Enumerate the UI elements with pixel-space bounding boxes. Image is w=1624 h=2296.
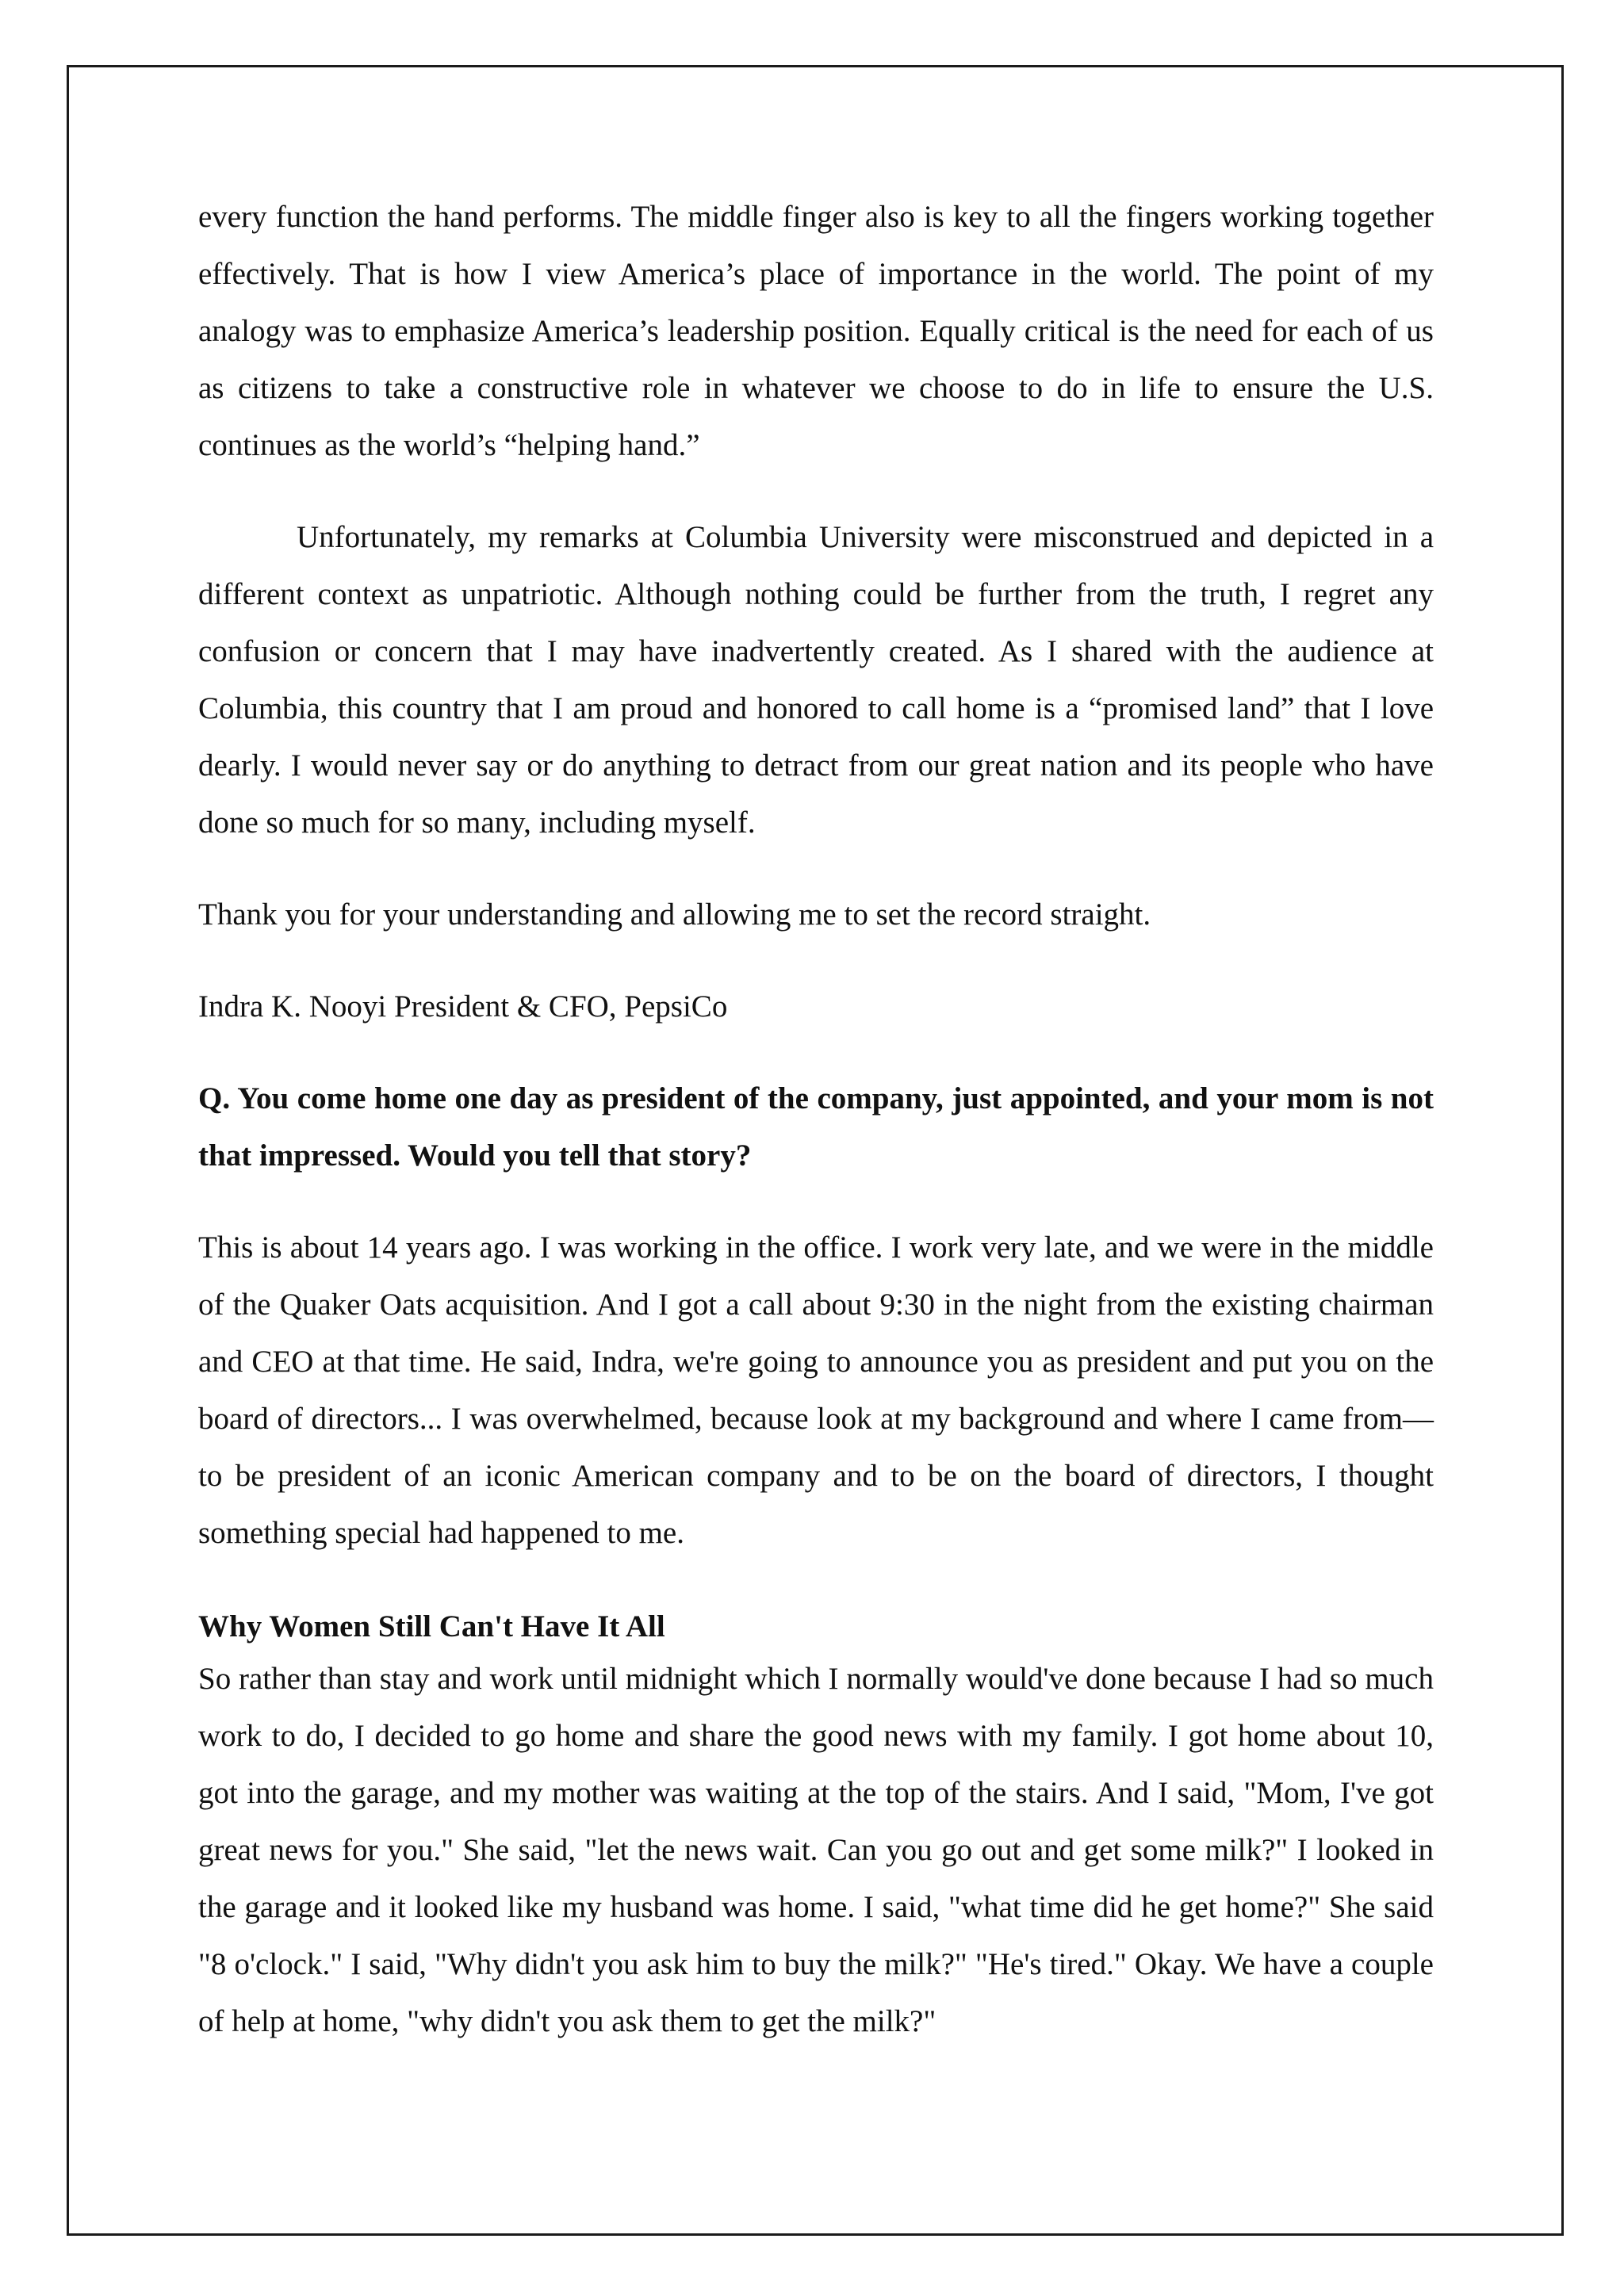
paragraph-milk-story: So rather than stay and work until midnight which I normally would've done because I had so much work to do, I decided to go home and share the good news with my family. I got home about 10, got into the garage, and my mother was waiting at the top of the stairs. And I said, "Mom, I've got great news for you." She said, "let the news wait. Can you go out and get some milk?" I looked in the garage and it looked like my husband was home. I said, "what time did he get home?" She said "8 o'clock." I said, "Why didn't you ask him to buy the milk?" "He's tired." Okay. We have a couple of help at home, "why didn't you ask them to get the milk?": [198, 1662, 1434, 2038]
document-body: [198, 189, 1434, 2050]
paragraph-columbia-remarks: Unfortunately, my remarks at Columbia University were misconstrued and depicted in a different context as unpatriotic. Although nothing could be further from the truth, I regret any confusion or concern that I may have inadvertently created. As I shared with the audience at Columbia, this country that I am proud and honored to call home is a “promised land” that I love dearly. I would never say or do anything to detract from our great nation and its people who have done so much for so many, including myself.: [198, 520, 1434, 840]
paragraph-helping-hand: every function the hand performs. The middle finger also is key to all the fingers working together effectively. That is how I view America’s place of importance in the world. The point of my analogy was to emphasize America’s leadership position. Equally critical is the need for each of us as citizens to take a constructive role in whatever we choose to do in life to ensure the U.S. continues as the world’s “helping hand.”: [198, 200, 1434, 462]
interview-question: Q. You come home one day as president of the company, just appointed, and your mom is not that impressed. Would you tell that story?: [198, 1081, 1434, 1173]
section-heading: Why Women Still Can't Have It All: [198, 1609, 665, 1644]
paragraph-thank-you: Thank you for your understanding and allowing me to set the record straight.: [198, 897, 1151, 932]
paragraph-president-story: This is about 14 years ago. I was working in the office. I work very late, and we were in the middle of the Quaker Oats acquisition. And I got a call about 9:30 in the night from the existing chairman and CEO at that time. He said, Indra, we're going to announce you as president and put you on the board of directors... I was overwhelmed, because look at my background and where I came from—to be president of an iconic American company and to be on the board of directors, I thought something special had happened to me.: [198, 1230, 1434, 1550]
signature-line: Indra K. Nooyi President & CFO, PepsiCo: [198, 989, 728, 1024]
